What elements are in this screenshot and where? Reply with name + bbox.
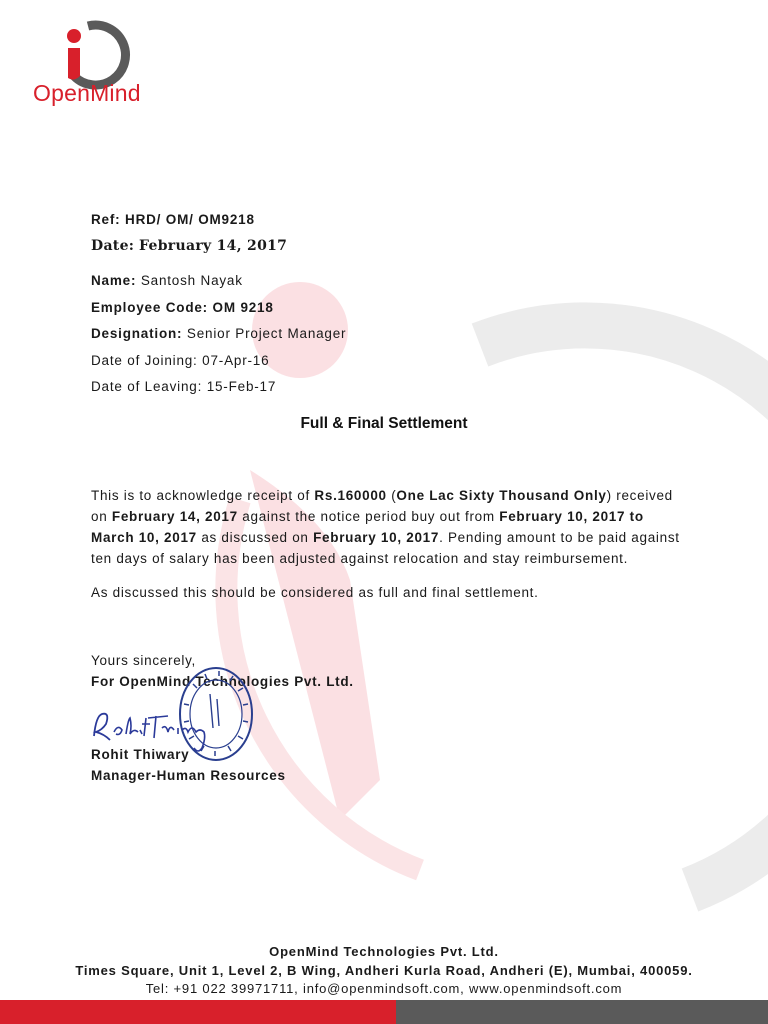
discussed-date: February 10, 2017: [313, 530, 440, 545]
salutation: Yours sincerely,: [91, 653, 196, 668]
company-signoff: For OpenMind Technologies Pvt. Ltd.: [91, 674, 354, 689]
amount-words: One Lac Sixty Thousand Only: [396, 488, 607, 503]
reference-line: [91, 212, 255, 227]
leaving-line: [91, 379, 276, 394]
amount: Rs.160000: [314, 488, 387, 503]
footer-band-red: [0, 1000, 396, 1024]
ref-value: HRD/ OM/ OM9218: [125, 212, 255, 227]
joining-line: [91, 353, 269, 368]
logo-wordmark: OpenMind: [33, 80, 141, 106]
joining-label: Date of Joining:: [91, 353, 198, 368]
designation-line: [91, 326, 346, 341]
signer-name: Rohit Thiwary: [91, 747, 190, 762]
designation-label: Designation:: [91, 326, 183, 341]
footer-band-gray: [396, 1000, 768, 1024]
notice-period: February 10, 2017 to March 10, 2017: [91, 509, 644, 545]
date-value: February 14, 2017: [139, 238, 288, 254]
employee-code-line: [91, 300, 274, 315]
name-label: Name:: [91, 273, 137, 288]
employee-name: Santosh Nayak: [140, 273, 243, 288]
signer-role: Manager-Human Resources: [91, 768, 286, 783]
employee-code: OM 9218: [212, 300, 274, 315]
leaving-label: Date of Leaving:: [91, 379, 203, 394]
code-label: Employee Code:: [91, 300, 208, 315]
settlement-paragraph: This is to acknowledge receipt of Rs.160000 (One Lac Sixty Thousand Only) received on February 14, 2017 against the notice period buy out from February 10, 2017 to March 10, 2017 as discussed on February 10, 2017. Pending amount to be paid against ten days of salary has been adjusted against relocation and stay reimbursement.: [91, 488, 680, 566]
document-title: Full & Final Settlement: [300, 415, 468, 432]
date-line: [91, 238, 287, 254]
joining-value: 07-Apr-16: [202, 353, 270, 368]
footer-address: Times Square, Unit 1, Level 2, B Wing, Andheri Kurla Road, Andheri (E), Mumbai, 400059.: [75, 963, 693, 978]
footer-company: OpenMind Technologies Pvt. Ltd.: [269, 944, 499, 959]
employee-name-line: [91, 273, 243, 288]
footer-contact: Tel: +91 022 39971711, info@openmindsoft.com, www.openmindsoft.com: [145, 981, 623, 996]
ref-label: Ref:: [91, 212, 121, 227]
date-label: Date:: [91, 238, 135, 254]
designation-value: Senior Project Manager: [186, 326, 347, 341]
final-settlement-paragraph: As discussed this should be considered as full and final settlement.: [91, 585, 539, 600]
leaving-value: 15-Feb-17: [206, 379, 277, 394]
receipt-date: February 14, 2017: [111, 509, 238, 524]
